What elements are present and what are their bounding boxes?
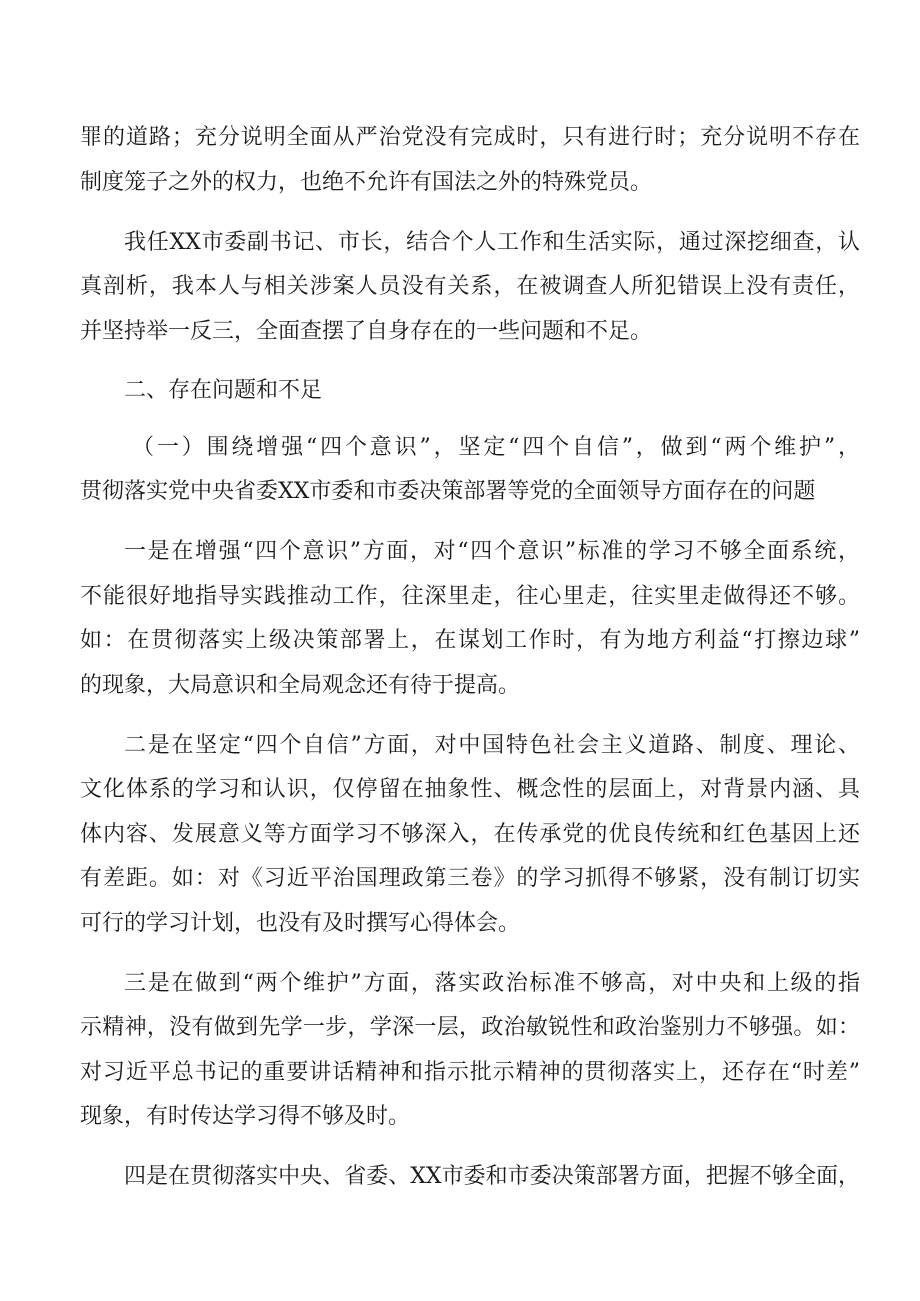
paragraph-line: 示精神，没有做到先学一步，学深一层，政治敏锐性和政治鉴别力不够强。如： — [80, 1015, 860, 1040]
paragraph-line: 的现象，大局意识和全局观念还有待于提高。 — [80, 673, 521, 698]
paragraph-line: 有差距。如：对《习近平治国理政第三卷》的学习抓得不够紧，没有制订切实 — [80, 866, 860, 891]
paragraph-line: 二是在坚定“四个自信”方面，对中国特色社会主义道路、制度、理论、 — [124, 733, 860, 758]
subsection-heading: 贯彻落实党中央省委XX市委和市委决策部署等党的全面领导方面存在的问题 — [80, 479, 816, 504]
subsection-heading: （一）围绕增强“四个意识”，坚定“四个自信”，做到“两个维护”， — [132, 435, 860, 460]
paragraph-line: 可行的学习计划，也没有及时撰写心得体会。 — [80, 911, 521, 936]
paragraph-line: 现象，有时传达学习得不够及时。 — [80, 1104, 411, 1129]
paragraph-line: 我任XX市委副书记、市长，结合个人工作和生活实际，通过深挖细查，认 — [124, 230, 860, 255]
paragraph-line: 并坚持举一反三，全面查摆了自身存在的一些问题和不足。 — [80, 319, 653, 344]
section-heading: 二、存在问题和不足 — [124, 378, 323, 403]
paragraph-line: 罪的道路；充分说明全面从严治党没有完成时，只有进行时；充分说明不存在 — [80, 125, 860, 150]
paragraph-line: 制度笼子之外的权力，也绝不允许有国法之外的特殊党员。 — [80, 170, 653, 195]
paragraph-line: 如：在贯彻落实上级决策部署上，在谋划工作时，有为地方利益“打擦边球” — [80, 628, 860, 653]
paragraph-line: 四是在贯彻落实中央、省委、XX市委和市委决策部署方面，把握不够全面， — [124, 1164, 860, 1189]
paragraph-line: 真剖析，我本人与相关涉案人员没有关系，在被调查人所犯错误上没有责任， — [80, 274, 860, 299]
paragraph-line: 对习近平总书记的重要讲话精神和指示批示精神的贯彻落实上，还存在“时差” — [80, 1060, 860, 1085]
paragraph-line: 文化体系的学习和认识，仅停留在抽象性、概念性的层面上，对背景内涵、具 — [80, 777, 860, 802]
paragraph-line: 不能很好地指导实践推动工作，往深里走，往心里走，往实里走做得还不够。 — [80, 584, 860, 609]
paragraph-line: 体内容、发展意义等方面学习不够深入，在传承党的优良传统和红色基因上还 — [80, 822, 860, 847]
paragraph-line: 三是在做到“两个维护”方面，落实政治标准不够高，对中央和上级的指 — [124, 971, 860, 996]
paragraph-line: 一是在增强“四个意识”方面，对“四个意识”标准的学习不够全面系统， — [124, 539, 860, 564]
